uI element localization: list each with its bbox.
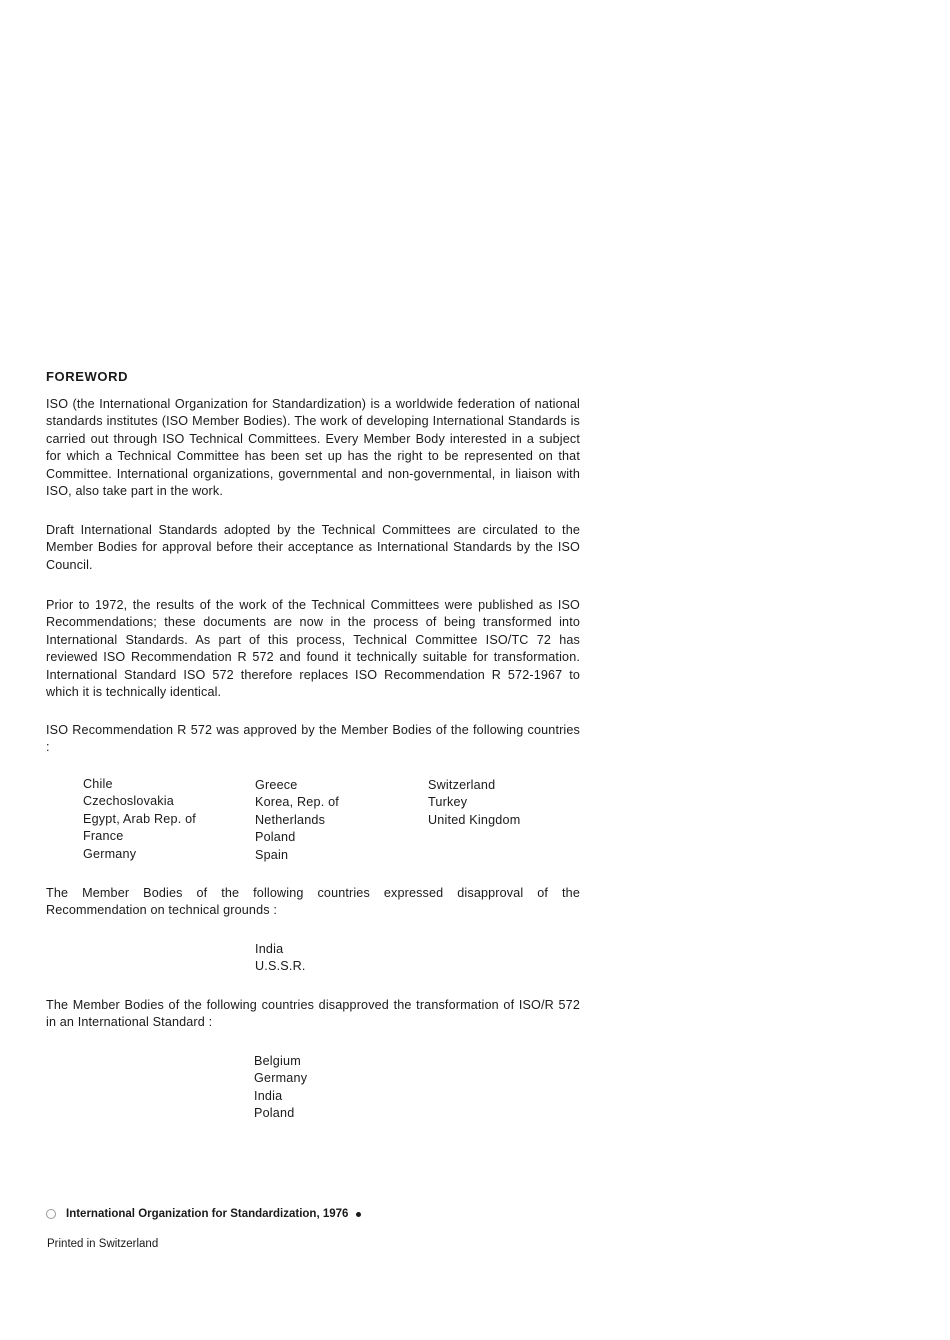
list-item: India: [254, 1088, 283, 1103]
list-item: France: [83, 829, 124, 844]
printed-in-text: Printed in Switzerland: [47, 1238, 159, 1250]
list-item: Turkey: [428, 795, 468, 810]
copyright-text: International Organization for Standardization, 1976: [66, 1208, 349, 1220]
list-item: U.S.S.R.: [255, 959, 306, 974]
technical-disapproval-list: [255, 941, 306, 976]
transformation-disapproval-list: [254, 1053, 307, 1123]
list-item: Germany: [254, 1071, 308, 1086]
paragraph-technical-disapproval: The Member Bodies of the following countries expressed disapproval of the Recommendation on technical grounds :: [46, 886, 580, 918]
list-item: United Kingdom: [428, 812, 521, 827]
approved-countries-col1: [83, 776, 196, 863]
list-item: Czechoslovakia: [83, 794, 174, 809]
copyright-icon: [46, 1209, 56, 1219]
bullet-icon: [356, 1212, 361, 1217]
paragraph-transformation: Prior to 1972, the results of the work of the Technical Committees were published as ISO Recommendations; these documents are now in the process of being transformed into International Standards. As part of this process, Technical Committee ISO/TC 72 has reviewed ISO Recommendation R 572 and found it technically suitable for transformation. International Standard ISO 572 therefore replaces ISO Recommendation R 572-1967 to which it is technically identical.: [46, 598, 580, 700]
list-item: Belgium: [254, 1054, 301, 1068]
list-item: Korea, Rep. of: [255, 795, 340, 810]
copyright-line: [46, 1208, 361, 1220]
list-item: Egypt, Arab Rep. of: [83, 811, 197, 826]
list-item: Greece: [255, 778, 298, 792]
foreword-heading: FOREWORD: [46, 369, 129, 384]
list-item: Spain: [255, 847, 289, 862]
list-item: Switzerland: [428, 778, 496, 792]
paragraph-iso-intro: ISO (the International Organization for Standardization) is a worldwide federation of national standards institutes (ISO Member Bodies). The work of developing International Standards is carried out through ISO Technical Committees. Every Member Body interested in a subject for which a Technical Committee has been set up has the right to be represented on that Committee. International organizations, governmental and non-governmental, in liaison with ISO, also take part in the work.: [46, 397, 580, 499]
list-item: Poland: [255, 830, 296, 845]
list-item: Chile: [83, 777, 113, 791]
paragraph-draft-standards: Draft International Standards adopted by the Technical Committees are circulated to the Member Bodies for approval before their acceptance as International Standards by the ISO Council.: [46, 523, 580, 572]
list-item: Poland: [254, 1106, 295, 1121]
list-item: Germany: [83, 846, 137, 861]
approved-countries-col3: [428, 777, 520, 829]
paragraph-approval-intro: ISO Recommendation R 572 was approved by the Member Bodies of the following countries :: [46, 723, 580, 755]
list-item: India: [255, 942, 284, 956]
paragraph-transformation-disapproval: The Member Bodies of the following countries disapproved the transformation of ISO/R 572 in an International Standard :: [46, 998, 580, 1030]
list-item: Netherlands: [255, 812, 326, 827]
approved-countries-col2: [255, 777, 339, 864]
